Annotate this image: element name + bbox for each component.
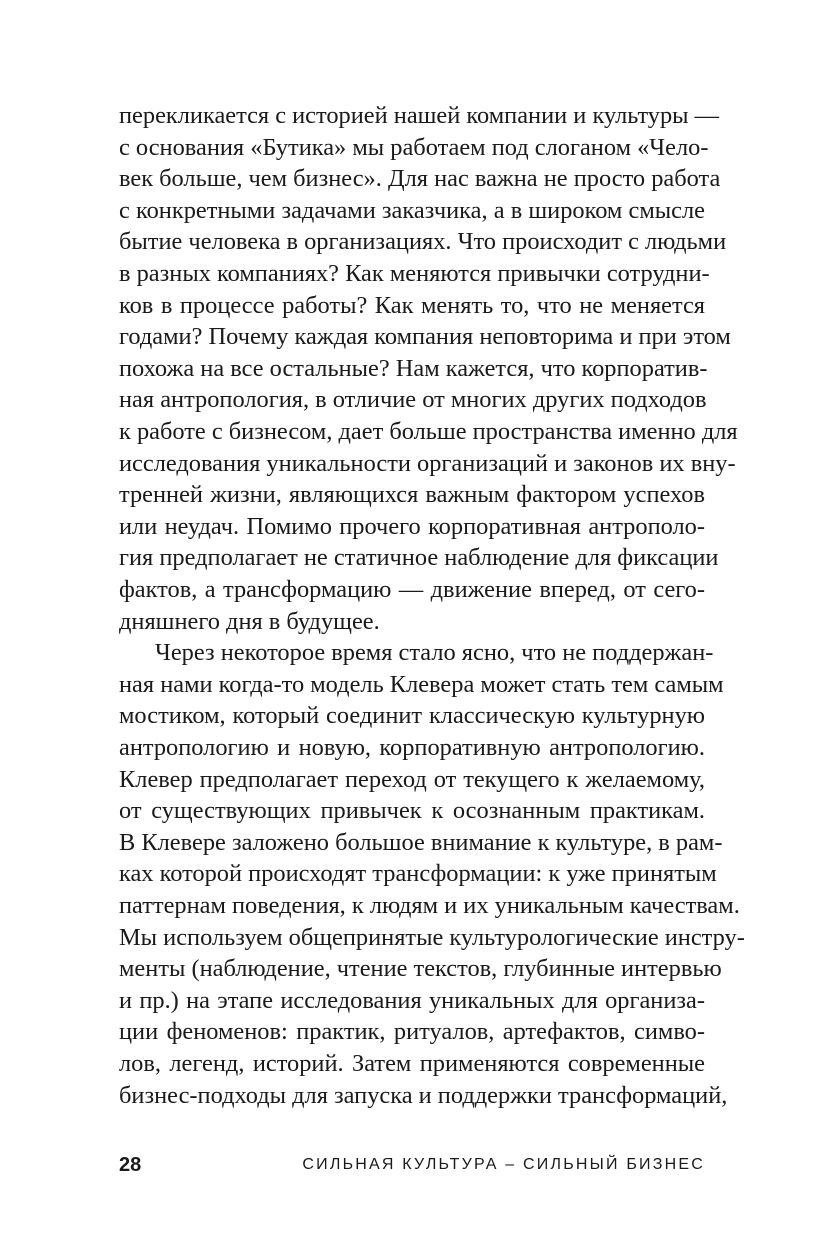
text-line: век больше, чем бизнес». Для нас важна не просто работа [119,165,721,193]
running-title: СИЛЬНАЯ КУЛЬТУРА – СИЛЬНЫЙ БИЗНЕС [302,1156,705,1173]
text-line: с конкретными задачами заказчика, а в широком смысле [119,196,705,224]
text-line: гия предполагает не статичное наблюдение для фиксации [119,544,719,572]
text-line: дняшнего дня в будущее. [119,607,380,635]
text-line: Мы используем общепринятые культурологические инстру- [119,923,745,951]
text-line: В Клевере заложено большое внимание к культуре, в рам- [119,828,723,856]
text-line: к работе с бизнесом, дает больше пространства именно для [119,418,738,445]
text-line: антропологию и новую, корпоративную антропологию. [119,734,705,761]
text-line: ная нами когда-то модель Клевера может стать тем самым [119,670,724,698]
text-line: похожа на все остальные? Нам кажется, что корпоратив- [119,354,708,382]
text-line: ков в процессе работы? Как менять то, что не меняется [119,291,705,319]
text-line: годами? Почему каждая компания неповторима и при этом [119,323,731,351]
page-footer [119,1150,705,1180]
text-line: бытие человека в организациях. Что происходит с людьми [119,228,727,256]
text-line: Клевер предполагает переход от текущего к желаемому, [119,765,705,793]
text-line: Через некоторое время стало ясно, что не поддержан- [155,639,714,667]
page-number: 28 [119,1154,142,1176]
text-line: с основания «Бутика» мы работаем под слоганом «Чело- [119,133,709,161]
text-line: в разных компаниях? Как меняются привычки сотрудни- [119,260,710,287]
text-line: мостиком, который соединит классическую культурную [119,702,705,730]
text-line: ции феноменов: практик, ритуалов, артефактов, симво- [119,1018,705,1046]
text-line: лов, легенд, историй. Затем применяются современные [119,1050,705,1077]
text-line: ках которой происходят трансформации: к уже принятым [119,860,717,888]
text-line: или неудач. Помимо прочего корпоративная антрополо- [119,512,705,540]
text-line: паттернам поведения, к людям и их уникальным качествам. [119,892,740,919]
text-line: бизнес-подходы для запуска и поддержки трансформаций, [119,1081,728,1109]
text-line: и пр.) на этапе исследования уникальных для организа- [119,986,705,1014]
text-line: фактов, а трансформацию — движение вперед, от сего- [119,576,705,603]
text-line: перекликается с историей нашей компании и культуры — [119,102,720,129]
text-line: от существующих привычек к осознанным практикам. [119,797,705,825]
text-line: менты (наблюдение, чтение текстов, глубинные интервью [119,955,722,983]
text-line: тренней жизни, являющихся важным фактором успехов [119,481,705,509]
text-line: исследования уникальности организаций и законов их вну- [119,449,736,477]
text-line: ная антропология, в отличие от многих других подходов [119,386,707,414]
